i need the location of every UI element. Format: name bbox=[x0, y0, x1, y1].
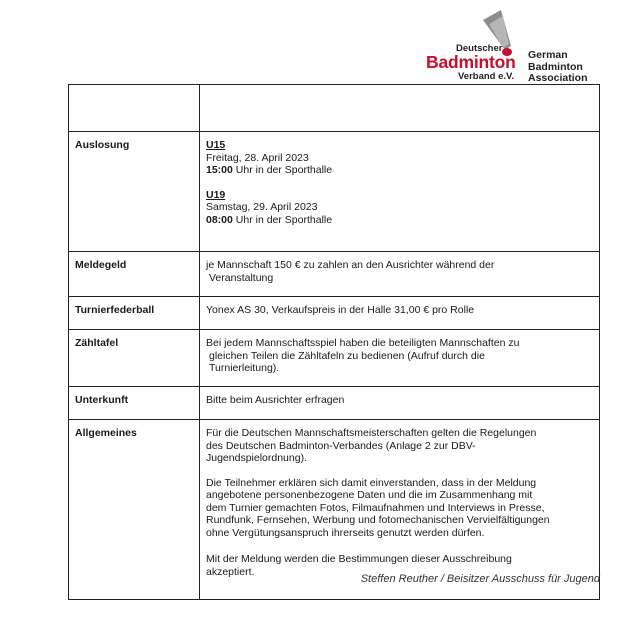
row-turnierfederball bbox=[69, 297, 600, 330]
row-auslosung bbox=[69, 132, 600, 252]
row-unterkunft bbox=[69, 387, 600, 420]
logo-line-top: Deutscher bbox=[456, 43, 503, 54]
label-meldegeld: Meldegeld bbox=[69, 252, 200, 297]
value-auslosung bbox=[200, 132, 600, 252]
header-left-cell bbox=[69, 85, 200, 132]
label-allgemeines: Allgemeines bbox=[69, 420, 200, 600]
label-auslosung: Auslosung bbox=[69, 132, 200, 252]
label-turnierfederball: Turnierfederball bbox=[69, 297, 200, 330]
paragraph-bestimmungen: Mit der Meldung werden die Bestimmungen dieser Ausschreibung akzeptiert. bbox=[206, 553, 512, 578]
logo-line-bottom: Verband e.V. bbox=[458, 71, 515, 82]
tournament-info-table bbox=[68, 84, 600, 600]
dbv-logo bbox=[418, 10, 623, 85]
logo-english-name: German Badminton Association bbox=[528, 49, 588, 84]
label-zaehltafel: Zähltafel bbox=[69, 330, 200, 387]
row-meldegeld bbox=[69, 252, 600, 297]
group-time-u15: 15:00 Uhr in der Sporthalle bbox=[206, 164, 333, 176]
group-title-u19: U19 bbox=[206, 188, 226, 201]
group-date-u15: Freitag, 28. April 2023 bbox=[206, 151, 309, 164]
group-title-u15: U15 bbox=[206, 139, 226, 151]
paragraph-datenschutz: Die Teilnehmer erklären sich damit einverstanden, dass in der Meldung angebotene personenbezogene Daten und die im Zusammenhang mit dem Turnier gemachten Fotos, Filmaufnahmen und Interviews in Presse, Rundfunk, Fernsehen, Werbung und fotomechanischen Vervielfältigungen ohne Vergütungsanspruch ihrerseits genutzt werden dürfen. bbox=[206, 476, 550, 539]
logo-line-main: Badminton bbox=[426, 52, 516, 72]
header-right-cell bbox=[200, 85, 600, 132]
group-time-u19: 08:00 Uhr in der Sporthalle bbox=[206, 213, 333, 226]
label-unterkunft: Unterkunft bbox=[69, 387, 200, 420]
group-date-u19: Samstag, 29. April 2023 bbox=[206, 201, 318, 213]
value-meldegeld: je Mannschaft 150 € zu zahlen an den Ausrichter während der Veranstaltung bbox=[200, 252, 600, 297]
value-zaehltafel: Bei jedem Mannschaftsspiel haben die beteiligten Mannschaften zu gleichen Teilen die Zähltafeln zu bedienen (Aufruf durch die Turnierleitung). bbox=[200, 330, 600, 387]
paragraph-regelungen: Für die Deutschen Mannschaftsmeisterschaften gelten die Regelungen des Deutschen Badminton-Verbandes (Anlage 2 zur DBV- Jugendspielordnung). bbox=[206, 427, 537, 464]
signature: Steffen Reuther / Beisitzer Ausschuss für Jugend bbox=[360, 573, 600, 585]
value-turnierfederball: Yonex AS 30, Verkaufspreis in der Halle 31,00 € pro Rolle bbox=[200, 297, 600, 330]
table-header-row bbox=[69, 85, 600, 132]
value-unterkunft: Bitte beim Ausrichter erfragen bbox=[200, 387, 600, 420]
row-zaehltafel bbox=[69, 330, 600, 387]
